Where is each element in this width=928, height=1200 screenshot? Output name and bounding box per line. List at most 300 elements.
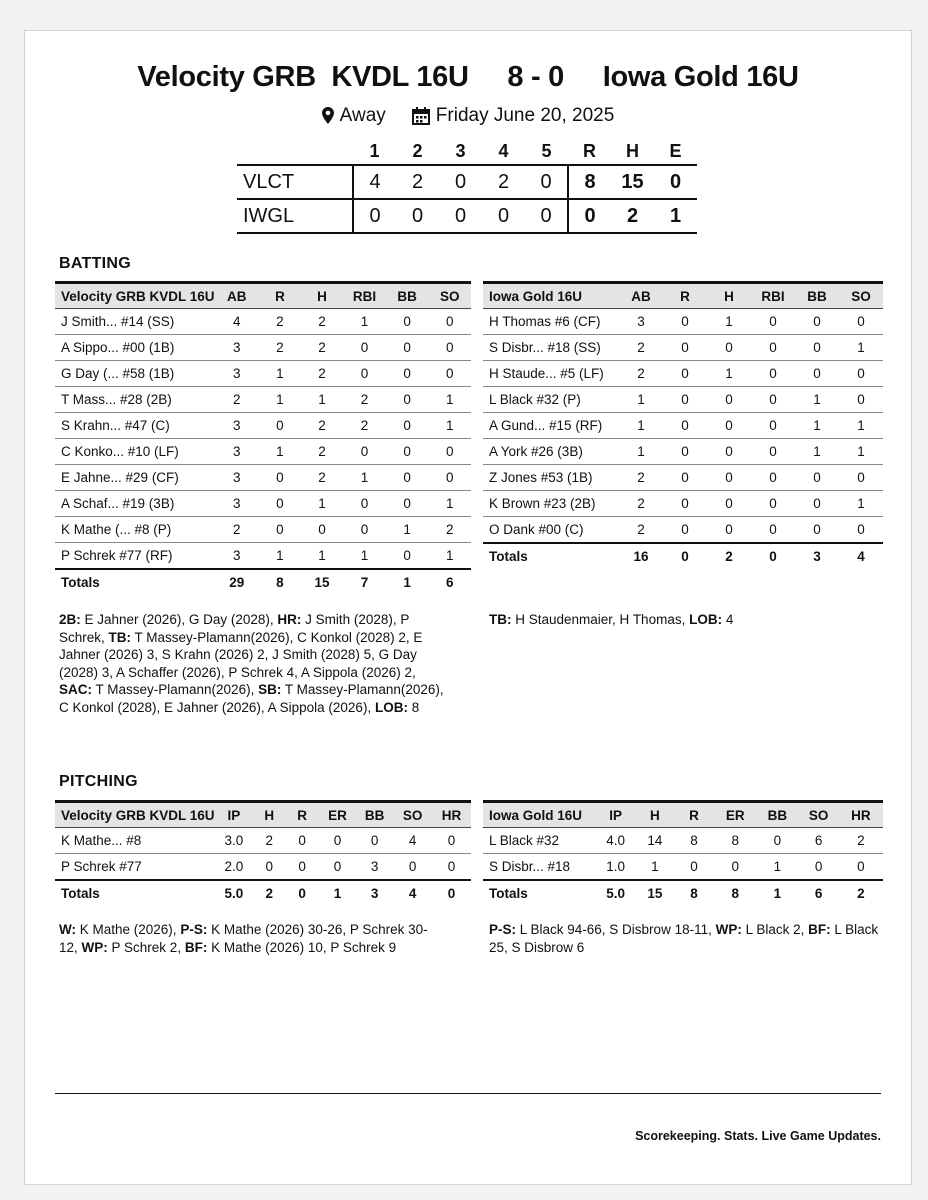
- note-value: L Black 94-66, S Disbrow 18-11,: [516, 922, 716, 937]
- inning-score: 4: [353, 165, 396, 199]
- stat-cell: 0: [751, 413, 795, 439]
- totals-cell: 1: [386, 569, 429, 595]
- game-meta: [25, 105, 911, 127]
- stat-cell: 0: [343, 439, 386, 465]
- stat-cell: 0: [707, 517, 751, 543]
- stat-cell: 0: [751, 309, 795, 335]
- totals-cell: 1: [756, 880, 798, 906]
- home-batting-notes: [59, 611, 451, 716]
- note-value: E Jahner (2026), G Day (2028),: [80, 612, 278, 627]
- stat-cell: 0: [795, 517, 839, 543]
- player-name: A Sippo... #00 (1B): [55, 335, 215, 361]
- totals-cell: 16: [619, 543, 663, 569]
- stat-cell: 0: [795, 335, 839, 361]
- stat-cell: 0: [386, 309, 429, 335]
- errors-total: 1: [654, 199, 697, 233]
- totals-cell: 2: [839, 880, 883, 906]
- stat-cell: 0: [839, 517, 883, 543]
- stat-cell: 1: [839, 439, 883, 465]
- player-name: O Dank #00 (C): [483, 517, 619, 543]
- stat-cell: 0: [285, 828, 319, 854]
- stat-cell: 0: [663, 387, 707, 413]
- stat-cell: 3: [215, 335, 259, 361]
- line-score-row: [237, 165, 697, 199]
- line-score-table: [237, 139, 697, 234]
- player-row: [483, 387, 883, 413]
- stat-cell: 0: [714, 854, 756, 880]
- stat-cell: 1: [428, 387, 471, 413]
- player-name: L Black #32: [483, 828, 596, 854]
- stat-cell: 0: [428, 309, 471, 335]
- player-name: S Disbr... #18 (SS): [483, 335, 619, 361]
- stat-cell: 0: [393, 854, 432, 880]
- stat-column-header: SO: [393, 802, 432, 828]
- team-name-header: Iowa Gold 16U: [483, 802, 596, 828]
- totals-cell: 7: [343, 569, 386, 595]
- stat-cell: 0: [663, 361, 707, 387]
- player-name: S Disbr... #18: [483, 854, 596, 880]
- stat-cell: 0: [386, 465, 429, 491]
- player-name: Z Jones #53 (1B): [483, 465, 619, 491]
- stat-cell: 3: [215, 491, 259, 517]
- stat-cell: 0: [663, 309, 707, 335]
- stat-cell: 6: [799, 828, 839, 854]
- player-row: [55, 361, 471, 387]
- inning-score: 0: [439, 165, 482, 199]
- stat-column-header: IP: [215, 802, 254, 828]
- stat-column-header: R: [663, 283, 707, 309]
- stat-cell: 1: [343, 543, 386, 569]
- stat-cell: 0: [663, 517, 707, 543]
- stat-cell: 0: [259, 517, 301, 543]
- note-value: T Massey-Plamann(2026),: [92, 682, 259, 697]
- stat-cell: 0: [751, 439, 795, 465]
- player-row: [55, 828, 471, 854]
- stat-cell: 2: [253, 828, 285, 854]
- stat-cell: 0: [386, 413, 429, 439]
- stat-cell: 1: [839, 491, 883, 517]
- player-name: H Thomas #6 (CF): [483, 309, 619, 335]
- player-name: P Schrek #77 (RF): [55, 543, 215, 569]
- away-batting-table: [483, 281, 883, 569]
- stat-cell: 3.0: [215, 828, 254, 854]
- stat-column-header: H: [707, 283, 751, 309]
- stat-cell: 0: [751, 491, 795, 517]
- stat-cell: 0: [751, 361, 795, 387]
- note-value: K Mathe (2026) 10, P Schrek 9: [207, 939, 397, 955]
- totals-label: Totals: [483, 543, 619, 569]
- totals-cell: 8: [259, 569, 301, 595]
- stat-cell: 0: [707, 335, 751, 361]
- stat-cell: 0: [386, 543, 429, 569]
- note-key: WP:: [715, 922, 742, 937]
- stat-cell: 8: [714, 828, 756, 854]
- stat-cell: 0: [432, 828, 471, 854]
- stat-column-header: R: [285, 802, 319, 828]
- totals-cell: 5.0: [596, 880, 636, 906]
- totals-cell: 0: [663, 543, 707, 569]
- runs-header: R: [583, 141, 596, 161]
- runs-total: 0: [568, 199, 611, 233]
- player-row: [483, 828, 883, 854]
- stat-column-header: BB: [356, 802, 393, 828]
- stat-cell: 3: [215, 361, 259, 387]
- note-value: K Mathe (2026) 30-26, P Schrek 30-12,: [59, 922, 428, 955]
- stat-cell: 0: [663, 413, 707, 439]
- team-abbr: IWGL: [237, 199, 353, 233]
- stat-cell: 1: [619, 413, 663, 439]
- stat-cell: 0: [751, 517, 795, 543]
- home-pitching-table: [55, 800, 471, 906]
- stat-cell: 4.0: [596, 828, 636, 854]
- stat-cell: 0: [707, 491, 751, 517]
- totals-cell: 2: [707, 543, 751, 569]
- stat-cell: 14: [636, 828, 674, 854]
- note-key: BF:: [808, 922, 831, 937]
- note-key: LOB:: [374, 699, 408, 715]
- stat-cell: 0: [839, 387, 883, 413]
- totals-cell: 29: [215, 569, 259, 595]
- inning-score: 0: [396, 199, 439, 233]
- totals-cell: 8: [714, 880, 756, 906]
- note-key: W:: [59, 922, 76, 937]
- stat-cell: 0: [386, 439, 429, 465]
- stat-column-header: HR: [839, 802, 883, 828]
- game-title: Velocity GRB KVDL 16U 8 - 0 Iowa Gold 16U: [137, 61, 799, 93]
- stat-cell: 0: [386, 335, 429, 361]
- stat-cell: 2: [619, 361, 663, 387]
- stat-cell: 0: [343, 335, 386, 361]
- stat-cell: 0: [386, 491, 429, 517]
- stat-cell: 0: [428, 465, 471, 491]
- stat-column-header: H: [301, 283, 343, 309]
- stat-cell: 2: [301, 309, 343, 335]
- player-name: A York #26 (3B): [483, 439, 619, 465]
- team-name-header: Velocity GRB KVDL 16U: [55, 283, 215, 309]
- inning-score: 0: [525, 165, 568, 199]
- home-batting-table: [55, 281, 471, 595]
- inning-header: 2: [412, 141, 423, 161]
- stat-column-header: ER: [319, 802, 356, 828]
- totals-cell: 0: [432, 880, 471, 906]
- stat-column-header: AB: [619, 283, 663, 309]
- team-name-header: Iowa Gold 16U: [483, 283, 619, 309]
- note-value: 4: [722, 612, 734, 627]
- stat-cell: 3: [215, 413, 259, 439]
- stat-cell: 2: [619, 465, 663, 491]
- totals-label: Totals: [55, 880, 215, 906]
- totals-label: Totals: [55, 569, 215, 595]
- player-row: [483, 854, 883, 880]
- stat-cell: 2: [619, 335, 663, 361]
- stat-cell: 3: [215, 439, 259, 465]
- stat-cell: 0: [839, 854, 883, 880]
- totals-row: [55, 880, 471, 906]
- stat-column-header: R: [674, 802, 714, 828]
- stat-column-header: IP: [596, 802, 636, 828]
- inning-score: 2: [396, 165, 439, 199]
- stat-cell: 2: [259, 309, 301, 335]
- totals-cell: 8: [674, 880, 714, 906]
- note-key: P-S:: [180, 922, 208, 937]
- stat-cell: 0: [663, 491, 707, 517]
- player-name: T Mass... #28 (2B): [55, 387, 215, 413]
- stat-column-header: BB: [756, 802, 798, 828]
- totals-cell: 6: [799, 880, 839, 906]
- stat-cell: 1: [301, 387, 343, 413]
- game-date: Friday June 20, 2025: [435, 105, 615, 126]
- home-pitching-notes: [59, 921, 441, 956]
- stat-cell: 1: [301, 543, 343, 569]
- runs-total: 8: [568, 165, 611, 199]
- note-key: SAC:: [59, 682, 92, 697]
- stat-cell: 2: [301, 439, 343, 465]
- away-batting-notes: [489, 611, 881, 629]
- stat-cell: 0: [285, 854, 319, 880]
- stat-cell: 1: [707, 361, 751, 387]
- player-name: E Jahne... #29 (CF): [55, 465, 215, 491]
- stat-cell: 0: [663, 439, 707, 465]
- stat-cell: 0: [343, 361, 386, 387]
- note-value: L Black 2,: [741, 922, 809, 937]
- stat-cell: 2: [215, 387, 259, 413]
- player-row: [483, 517, 883, 543]
- stat-cell: 0: [319, 828, 356, 854]
- inning-score: 0: [439, 199, 482, 233]
- inning-header: 4: [498, 141, 509, 161]
- stat-cell: 0: [707, 465, 751, 491]
- player-name: J Smith... #14 (SS): [55, 309, 215, 335]
- footer-divider: [55, 1093, 881, 1094]
- note-value: K Mathe (2026),: [76, 922, 181, 937]
- stat-cell: 2: [301, 413, 343, 439]
- player-row: [55, 543, 471, 569]
- stat-column-header: H: [636, 802, 674, 828]
- player-name: K Brown #23 (2B): [483, 491, 619, 517]
- team-name-header: Velocity GRB KVDL 16U: [55, 802, 215, 828]
- errors-header: E: [669, 141, 682, 161]
- stat-cell: 0: [343, 517, 386, 543]
- note-key: 2B:: [59, 612, 81, 627]
- player-row: [55, 413, 471, 439]
- stat-cell: 0: [795, 361, 839, 387]
- player-row: [483, 309, 883, 335]
- stat-column-header: BB: [795, 283, 839, 309]
- player-name: S Krahn... #47 (C): [55, 413, 215, 439]
- player-row: [55, 491, 471, 517]
- note-key: TB:: [489, 612, 512, 627]
- totals-row: [483, 543, 883, 569]
- player-name: P Schrek #77: [55, 854, 215, 880]
- inning-score: 2: [482, 165, 525, 199]
- totals-cell: 5.0: [215, 880, 254, 906]
- stat-column-header: AB: [215, 283, 259, 309]
- player-row: [483, 335, 883, 361]
- stat-column-header: R: [259, 283, 301, 309]
- totals-row: [483, 880, 883, 906]
- stat-column-header: H: [253, 802, 285, 828]
- stat-cell: 0: [707, 413, 751, 439]
- note-value: 8: [407, 699, 420, 715]
- player-name: C Konko... #10 (LF): [55, 439, 215, 465]
- totals-cell: 1: [319, 880, 356, 906]
- line-score-row: [237, 199, 697, 233]
- note-value: T Massey-Plamann(2026), C Konkol (2028) 2, E Jahner (2026) 3, S Krahn (2026) 2, J Smith (2028) 5, G Day (2028) 3, A Schaffer (2026), P Schrek 4, A Sippola (2026) 2,: [59, 629, 427, 680]
- totals-cell: 6: [428, 569, 471, 595]
- stat-cell: 2: [301, 335, 343, 361]
- totals-cell: 3: [795, 543, 839, 569]
- player-row: [55, 335, 471, 361]
- stat-cell: 1: [259, 361, 301, 387]
- totals-cell: 15: [636, 880, 674, 906]
- stat-cell: 0: [707, 439, 751, 465]
- stat-cell: 1: [636, 854, 674, 880]
- stat-cell: 0: [751, 335, 795, 361]
- hits-header: H: [626, 141, 639, 161]
- stat-cell: 1.0: [596, 854, 636, 880]
- stat-cell: 0: [259, 491, 301, 517]
- note-key: BF:: [184, 939, 208, 955]
- player-row: [55, 517, 471, 543]
- note-value: L Black 25, S Disbrow 6: [489, 922, 882, 955]
- stat-column-header: ER: [714, 802, 756, 828]
- inning-header: 3: [455, 141, 466, 161]
- totals-cell: 3: [356, 880, 393, 906]
- stat-cell: 0: [301, 517, 343, 543]
- note-key: WP:: [81, 939, 108, 955]
- location-pin-icon: [322, 105, 334, 127]
- stat-cell: 3: [215, 465, 259, 491]
- stat-cell: 2: [619, 491, 663, 517]
- away-pitching-table: [483, 800, 883, 906]
- note-value: H Staudenmaier, H Thomas,: [511, 612, 690, 627]
- totals-cell: 15: [301, 569, 343, 595]
- stat-cell: 1: [756, 854, 798, 880]
- box-score-sheet: [24, 30, 912, 1185]
- stat-cell: 1: [386, 517, 429, 543]
- stat-cell: 0: [756, 828, 798, 854]
- note-key: LOB:: [689, 612, 723, 627]
- stat-cell: 1: [259, 387, 301, 413]
- player-row: [55, 854, 471, 880]
- stat-cell: 1: [259, 543, 301, 569]
- stat-cell: 0: [253, 854, 285, 880]
- stat-cell: 1: [839, 413, 883, 439]
- stat-cell: 1: [428, 543, 471, 569]
- game-location: Away: [339, 105, 386, 126]
- stat-cell: 1: [301, 491, 343, 517]
- inning-score: 0: [482, 199, 525, 233]
- inning-score: 0: [353, 199, 396, 233]
- stat-cell: 0: [356, 828, 393, 854]
- player-row: [55, 309, 471, 335]
- stat-cell: 1: [259, 439, 301, 465]
- player-name: L Black #32 (P): [483, 387, 619, 413]
- totals-label: Totals: [483, 880, 596, 906]
- note-key: P-S:: [489, 922, 516, 937]
- player-name: K Mathe... #8: [55, 828, 215, 854]
- stat-cell: 2: [215, 517, 259, 543]
- stat-cell: 3: [619, 309, 663, 335]
- stat-cell: 4: [215, 309, 259, 335]
- player-row: [483, 361, 883, 387]
- player-row: [483, 413, 883, 439]
- stat-cell: 0: [319, 854, 356, 880]
- note-key: SB:: [258, 682, 282, 697]
- stat-column-header: SO: [799, 802, 839, 828]
- stat-cell: 0: [795, 309, 839, 335]
- stat-cell: 0: [839, 309, 883, 335]
- stat-cell: 0: [428, 361, 471, 387]
- player-name: K Mathe (... #8 (P): [55, 517, 215, 543]
- stat-cell: 2: [839, 828, 883, 854]
- stat-column-header: SO: [839, 283, 883, 309]
- stat-cell: 0: [428, 439, 471, 465]
- footer-tagline: Scorekeeping. Stats. Live Game Updates.: [635, 1129, 881, 1143]
- player-row: [55, 439, 471, 465]
- stat-cell: 0: [663, 335, 707, 361]
- stat-cell: 0: [343, 491, 386, 517]
- stat-cell: 2: [343, 413, 386, 439]
- inning-score: 0: [525, 199, 568, 233]
- stat-cell: 0: [799, 854, 839, 880]
- stat-column-header: BB: [386, 283, 429, 309]
- stat-cell: 1: [619, 439, 663, 465]
- stat-cell: 1: [428, 491, 471, 517]
- stat-cell: 0: [259, 413, 301, 439]
- stat-cell: 3: [356, 854, 393, 880]
- hits-total: 15: [611, 165, 654, 199]
- stat-cell: 0: [751, 387, 795, 413]
- away-pitching-notes: [489, 921, 881, 956]
- stat-cell: 1: [619, 387, 663, 413]
- player-name: A Gund... #15 (RF): [483, 413, 619, 439]
- stat-cell: 0: [674, 854, 714, 880]
- stat-cell: 0: [432, 854, 471, 880]
- note-key: HR:: [277, 612, 302, 627]
- hits-total: 2: [611, 199, 654, 233]
- totals-cell: 4: [839, 543, 883, 569]
- totals-cell: 2: [253, 880, 285, 906]
- stat-cell: 0: [259, 465, 301, 491]
- stat-cell: 0: [386, 361, 429, 387]
- totals-cell: 0: [751, 543, 795, 569]
- stat-cell: 1: [839, 335, 883, 361]
- stat-column-header: RBI: [343, 283, 386, 309]
- stat-cell: 1: [795, 413, 839, 439]
- stat-cell: 2: [301, 361, 343, 387]
- player-name: A Schaf... #19 (3B): [55, 491, 215, 517]
- stat-cell: 4: [393, 828, 432, 854]
- stat-cell: 1: [707, 309, 751, 335]
- stat-cell: 1: [795, 387, 839, 413]
- pitching-section-label: PITCHING: [59, 773, 138, 790]
- stat-cell: 0: [795, 465, 839, 491]
- stat-cell: 0: [386, 387, 429, 413]
- stat-cell: 1: [343, 465, 386, 491]
- player-row: [483, 465, 883, 491]
- stat-cell: 2.0: [215, 854, 254, 880]
- player-row: [55, 387, 471, 413]
- inning-header: 5: [541, 141, 552, 161]
- player-row: [55, 465, 471, 491]
- stat-cell: 3: [215, 543, 259, 569]
- stat-cell: 2: [428, 517, 471, 543]
- note-key: TB:: [108, 629, 132, 645]
- player-name: H Staude... #5 (LF): [483, 361, 619, 387]
- stat-cell: 8: [674, 828, 714, 854]
- stat-cell: 1: [795, 439, 839, 465]
